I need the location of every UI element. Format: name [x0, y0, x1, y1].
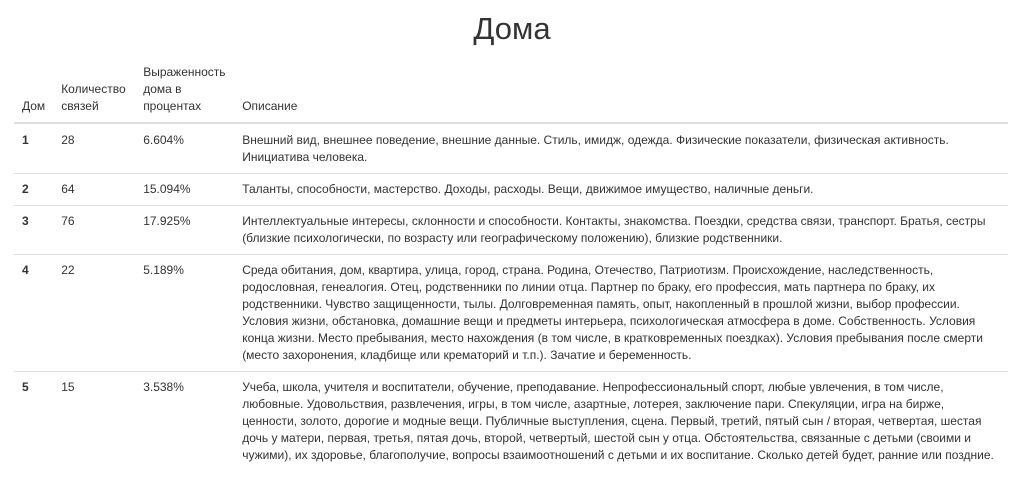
table-row	[14, 255, 1008, 372]
table-row	[14, 123, 1008, 174]
cell-links: 28	[61, 133, 75, 147]
column-header-links: Количество связей	[53, 62, 135, 123]
column-header-percent: Выраженность дома в процентах	[135, 62, 234, 123]
cell-description: Интеллектуальные интересы, склонности и способности. Контакты, знакомства. Поездки, средства связи, транспорт. Братья, сестры (близкие психологически, по возрасту или географическому положению), близкие родственники.	[234, 206, 1008, 255]
houses-table	[14, 62, 1008, 471]
column-header-description: Описание	[234, 62, 1008, 123]
cell-description: Внешний вид, внешнее поведение, внешние данные. Стиль, имидж, одежда. Физические показатели, физическая активность. Инициатива человека.	[242, 133, 949, 164]
cell-description: Таланты, способности, мастерство. Доходы, расходы. Вещи, движимое имущество, наличные деньги.	[234, 174, 1008, 206]
cell-house: 4	[14, 255, 53, 372]
table-body	[14, 123, 1008, 471]
cell-house: 5	[14, 372, 53, 472]
table-header	[14, 62, 1008, 123]
cell-description: Среда обитания, дом, квартира, улица, город, страна. Родина, Отечество, Патриотизм. Происхождение, наследственность, родословная, генеалогия. Отец, родственники по линии отца. Партнер по браку, его профессия, мать партнера по браку, их родственники. Чувство защищенности, тылы. Долговременная память, опыт, накопленный в прошлой жизни, выбор профессии. Условия жизни, обстановка, домашние вещи и предметы интерьера, психологическая атмосфера в доме. Собственность. Условия конца жизни. Место пребывания, место нахождения (в том числе, в кратковременных поездках). Условия пребывания после смерти (место захоронения, кладбище или крематорий и т.п.). Зачатие и беременность.	[234, 255, 1008, 372]
cell-links: 22	[53, 255, 135, 372]
cell-percent: 3.538%	[135, 372, 234, 472]
table-header-row	[14, 62, 1008, 123]
cell-percent: 17.925%	[135, 206, 234, 255]
cell-links: 64	[53, 174, 135, 206]
cell-percent: 5.189%	[135, 255, 234, 372]
table-row	[14, 206, 1008, 255]
cell-house: 2	[14, 174, 53, 206]
cell-percent: 6.604%	[143, 133, 184, 147]
cell-links: 15	[53, 372, 135, 472]
table-row	[14, 372, 1008, 472]
cell-percent: 15.094%	[135, 174, 234, 206]
page-title: Дома	[473, 11, 551, 46]
cell-description: Учеба, школа, учителя и воспитатели, обучение, преподавание. Непрофессиональный спорт, любые увлечения, в том числе, любовные. Удовольствия, развлечения, игры, в том числе, азартные, лотерея, заключение пари. Спекуляции, игра на бирже, ценности, золото, дорогие и модные вещи. Публичные выступления, сцена. Первый, третий, пятый сын / вторая, четвертая, шестая дочь у матери, первая, третья, пятая дочь, второй, четвертый, шестой сын у отца. Обстоятельства, связанные с детьми (своими и чужими), их здоровье, благополучие, вопросы взаимоотношений с детьми и их воспитание. Сколько детей будет, ранние или поздние.	[234, 372, 1008, 472]
cell-links: 76	[53, 206, 135, 255]
column-header-house: Дом	[14, 62, 53, 123]
cell-house: 3	[14, 206, 53, 255]
cell-house: 1	[22, 133, 29, 147]
table-row	[14, 174, 1008, 206]
